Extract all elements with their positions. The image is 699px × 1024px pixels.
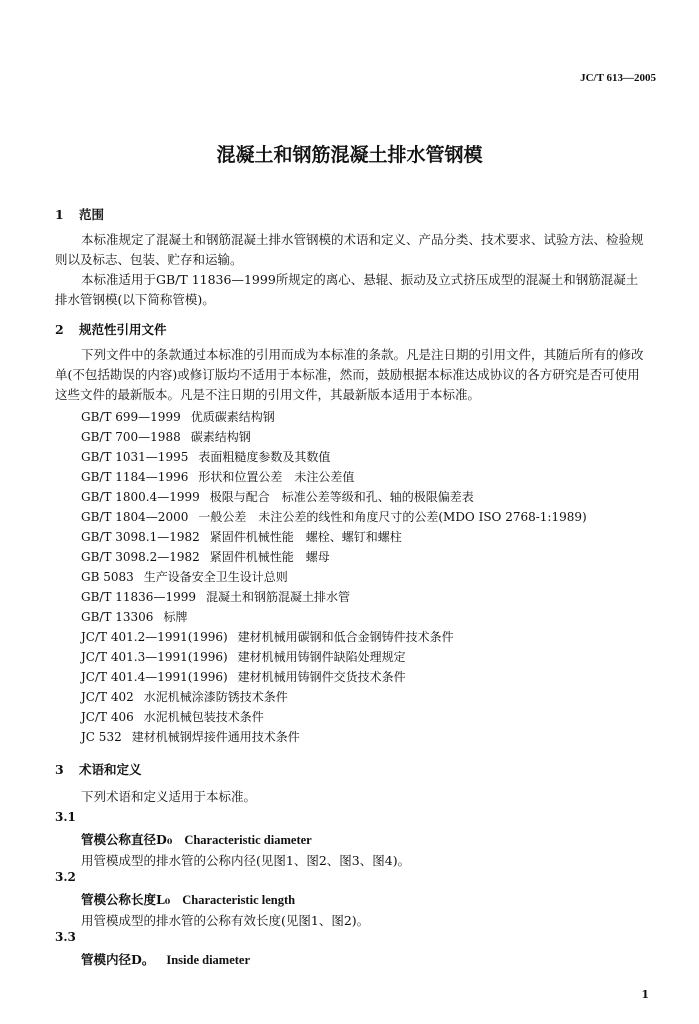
reference-code: GB/T 3098.1—1982 [81,530,200,544]
reference-code: GB/T 1184—1996 [81,470,189,484]
reference-item [81,408,275,425]
reference-item [81,708,264,725]
reference-item [81,688,288,705]
term-heading [81,950,250,968]
reference-item [81,608,187,625]
section-3-heading [55,760,142,778]
section-number: 3 [55,762,64,777]
term-number: 3.2 [55,870,76,884]
reference-title: 碳素结构钢 [190,430,251,444]
term-definition: 用管模成型的排水管的公称有效长度(见图1、图2)。 [81,913,370,928]
reference-code: JC 532 [81,730,122,744]
reference-code: JC/T 401.3—1991(1996) [81,650,228,664]
document-title: 混凝土和钢筋混凝土排水管钢模 [216,144,483,166]
reference-code: JC/T 401.2—1991(1996) [81,630,228,644]
reference-code: JC/T 406 [81,710,134,724]
reference-code: GB 5083 [81,570,134,584]
section-number: 2 [55,322,64,337]
scope-paragraph-1: 本标准规定了混凝土和钢筋混凝土排水管钢模的术语和定义、产品分类、技术要求、试验方法、检验规则以及标志、包装、贮存和运输。 [55,232,644,267]
reference-item [81,468,354,485]
reference-title: 标牌 [163,610,188,624]
term-heading [81,830,312,848]
reference-code: GB/T 11836—1999 [81,590,196,604]
section-title: 规范性引用文件 [79,322,167,337]
terms-intro: 下列术语和定义适用于本标准。 [81,789,257,804]
reference-item [81,548,330,565]
section-title: 范围 [79,207,105,222]
term-definition: 用管模成型的排水管的公称内径(见图1、图2、图3、图4)。 [81,853,411,868]
reference-title: 建材机械用铸钢件缺陷处理规定 [237,650,406,664]
section-number: 1 [55,207,64,222]
reference-code: GB/T 13306 [81,610,154,624]
page-number: 1 [641,988,649,1001]
scope-paragraph-2: 本标准适用于GB/T 11836—1999所规定的离心、悬辊、振动及立式挤压成型的混凝土和钢筋混凝土排水管钢模(以下简称管模)。 [55,272,639,307]
reference-title: 混凝土和钢筋混凝土排水管 [205,590,350,604]
reference-title: 建材机械钢焊接件通用技术条件 [131,730,300,744]
normative-intro: 下列文件中的条款通过本标准的引用而成为本标准的条款。凡是注日期的引用文件，其随后所有的修改单(不包括勘误的内容)或修订版均不适用于本标准，然而，鼓励根据本标准达成协议的各方研究是否可使用这些文件的最新版本。凡是不注日期的引用文件，其最新版本适用于本标准。 [55,347,644,402]
term-chinese: 管模内径D。 [81,952,155,967]
reference-item [81,628,454,645]
reference-title: 生产设备安全卫生设计总则 [143,570,288,584]
reference-title: 一般公差 未注公差的线性和角度尺寸的公差(MDO ISO 2768-1:1989) [198,510,587,524]
reference-title: 优质碳素结构钢 [190,410,275,424]
section-2-heading [55,320,167,338]
reference-item [81,568,288,585]
reference-item [81,448,330,465]
reference-code: GB/T 1804—2000 [81,510,189,524]
term-chinese: 管模公称长度L₀ [81,892,171,907]
reference-title: 建材机械用碳钢和低合金钢铸件技术条件 [237,630,454,644]
term-chinese: 管模公称直径D₀ [81,832,173,847]
term-number: 3.1 [55,810,76,824]
reference-code: GB/T 1800.4—1999 [81,490,200,504]
reference-item [81,668,406,685]
term-english: Characteristic diameter [184,833,312,847]
standard-code: JC/T 613—2005 [580,72,656,84]
reference-title: 水泥机械包装技术条件 [143,710,264,724]
reference-title: 形状和位置公差 未注公差值 [198,470,355,484]
reference-title: 紧固件机械性能 螺栓、螺钉和螺柱 [209,530,402,544]
term-english: Characteristic length [182,893,296,907]
reference-title: 建材机械用铸钢件交货技术条件 [237,670,406,684]
reference-code: GB/T 1031—1995 [81,450,189,464]
reference-item [81,528,402,545]
reference-item [81,428,251,445]
section-1-heading [55,205,104,223]
reference-item [81,728,300,745]
reference-title: 紧固件机械性能 螺母 [209,550,330,564]
reference-item [81,588,350,605]
reference-item [81,648,406,665]
reference-title: 水泥机械涂漆防锈技术条件 [143,690,288,704]
reference-item [81,488,474,505]
reference-code: GB/T 3098.2—1982 [81,550,200,564]
reference-code: JC/T 402 [81,690,134,704]
reference-item [81,508,587,525]
reference-code: JC/T 401.4—1991(1996) [81,670,228,684]
reference-title: 极限与配合 标准公差等级和孔、轴的极限偏差表 [209,490,474,504]
section-title: 术语和定义 [79,762,142,777]
term-number: 3.3 [55,930,76,944]
term-heading [81,890,295,908]
reference-title: 表面粗糙度参数及其数值 [198,450,331,464]
term-english: Inside diameter [166,953,251,967]
reference-code: GB/T 699—1999 [81,410,181,424]
reference-code: GB/T 700—1988 [81,430,181,444]
